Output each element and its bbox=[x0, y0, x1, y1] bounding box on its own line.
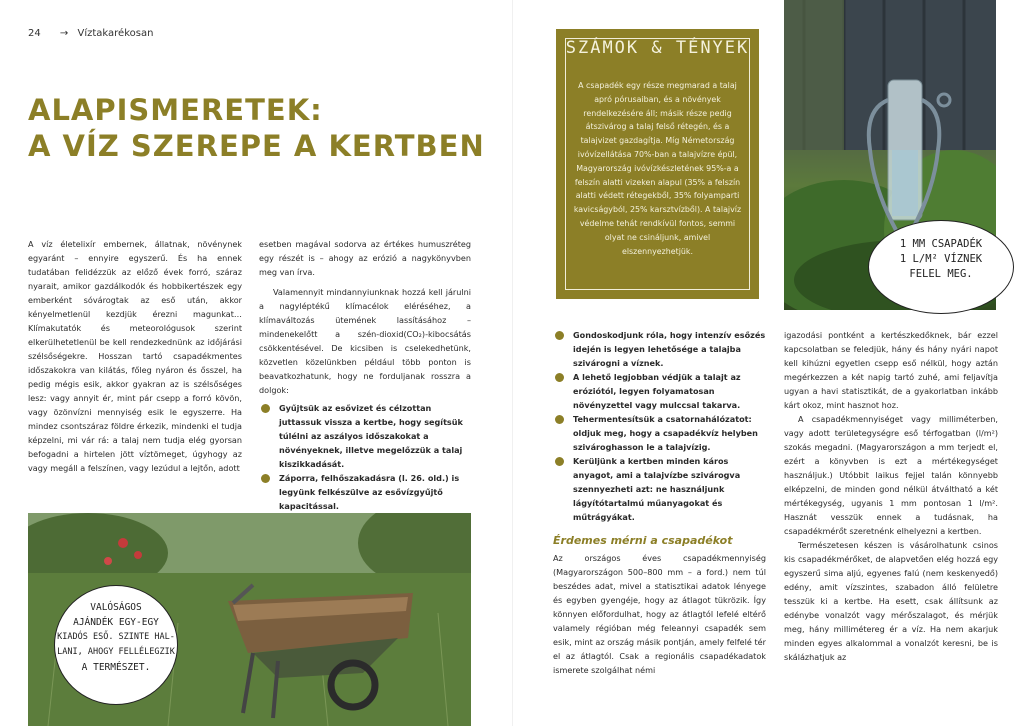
text-column-4 bbox=[784, 328, 998, 664]
bullet-item: A lehető legjobban védjük a talajt az eróziótól, legyen folyamatosan növényzettel vagy mulccsal takarva. bbox=[553, 370, 766, 412]
page-number: 24 bbox=[28, 28, 41, 39]
title-line-2: A VÍZ SZEREPE A KERTBEN bbox=[28, 129, 485, 163]
speech-bubble-rain: VALÓSÁGOS AJÁNDÉK EGY-EGY KIADÓS ESŐ. SZINTE HAL- LANI, AHOGY FELLÉLEGZIK A TERMÉSZET. bbox=[54, 585, 178, 705]
title-line-1: ALAPISMERETEK: bbox=[28, 93, 323, 127]
facts-box-title: SZÁMOK & TÉNYEK bbox=[565, 38, 750, 58]
bullet-dot-icon bbox=[261, 474, 270, 483]
bullet-item: Gondoskodjunk róla, hogy intenzív esőzés idején is legyen lehetősége a talajba szivárogni a víznek. bbox=[553, 328, 766, 370]
body-paragraph: Valamennyit mindannyiunknak hozzá kell járulni a nagyléptékű klímacélok eléréséhez, a klímaváltozás ütemének lassításához – mindenekelőtt a szén-dioxid(CO₂)-kibocsátás csökkentésével. De kicsiben is cselekedhetünk, közvetlen közelünkben például több ponton is beavatkozhatunk, hogy ne forduljanak rosszra a dolgok: bbox=[259, 287, 471, 395]
text-column-2 bbox=[259, 237, 471, 513]
bullet-dot-icon bbox=[261, 404, 270, 413]
facts-box-text: A csapadék egy része megmarad a talaj apró pórusaiban, és a növények rendelkezésére áll; másik része pedig átszivárog a talaj felső rétegén, és a talajvizet gazdagítja. Míg Németország ivóvízellátása 70%-ban a talajvízre épül, Magyarország ivóvízkészletének 95%-a a felszín alatti vizeken alapul (35% a felszín alatti védett rétegekből, 35% folyamparti kavicságyból, 25% karsztvízből). A talajvíz védelme tehát rendkívül fontos, semmi olyat ne csináljunk, amivel elszennyezhetjük. bbox=[573, 81, 742, 256]
arrow-icon: → bbox=[59, 28, 69, 39]
body-paragraph: Az országos éves csapadékmennyiség (Magyarországon 500–800 mm – a ford.) nem túl beszédes adat, mivel a statisztikai adatok lényege és egyben gyengéje, hogy az átlagot tükrözik. Így könnyen előfordulhat, hogy az átlagtól lefelé eltérő valamely régióban még feleannyi csapadék sem esik, mint az ország másik pontján, amely felfelé tér el az átlagtól. Csak a regionális csapadékadatok ismerete szolgálhat némi bbox=[553, 553, 766, 675]
bullet-dot-icon bbox=[555, 415, 564, 424]
text-column-1 bbox=[28, 237, 242, 475]
bullet-item: Gyűjtsük az esővizet és célzottan juttassuk vissza a kertbe, hogy segítsük túlélni az aszályos időszakokat a növényeknek, illetve megelőzzük a talaj kiszikkadását. bbox=[259, 401, 471, 471]
section-name: Víztakarékosan bbox=[77, 28, 154, 39]
running-header bbox=[28, 28, 153, 39]
speech-bubble-gauge: 1 MM CSAPADÉK 1 L/M² VÍZNEK FELEL MEG. bbox=[868, 220, 1014, 314]
bullet-item: Tehermentesítsük a csatornahálózatot: oldjuk meg, hogy a csapadékvíz helyben szivároghasson le a talajvízig. bbox=[553, 412, 766, 454]
bullet-item: Kerüljünk a kertben minden káros anyagot, ami a talajvízbe szivárogva szennyezheti azt: ne használjunk lágyítótartalmú műanyagokat és műtrágyákat. bbox=[553, 454, 766, 524]
bullet-dot-icon bbox=[555, 373, 564, 382]
body-paragraph: A csapadékmennyiséget vagy milliméterben, vagy adott területegységre eső térfogatban (l/m²) szokás megadni. (Magyarországon a mm terjedt el, ezért a könyvben is ezt a mértékegységet használjuk.) Utóbbit laikus fejjel talán könnyebb elképzelni, de minden gond nélkül átváltható a két mértékegység, ugyanis 1 mm pontosan 1 l/m². Hasznát vesszük ennek a tudásnak, ha csapadékmérőt szeretnénk elhelyezni a kertben. bbox=[784, 414, 998, 536]
bullet-dot-icon bbox=[555, 331, 564, 340]
page-gutter bbox=[512, 0, 513, 726]
bullet-item: Záporra, felhőszakadásra (l. 26. old.) is legyünk felkészülve az esővízgyűjtő kapacitással. bbox=[259, 471, 471, 513]
subheading: Érdemes mérni a csapadékot bbox=[553, 534, 733, 547]
facts-box bbox=[556, 29, 759, 299]
body-paragraph: Természetesen készen is vásárolhatunk csinos kis csapadékmérőket, de alapvetően elég hozzá egy egyszerű sima aljú, egyenes falú (nem keskenyedő) edény, amit vízszintes, szabadon álló felületre tesszük ki a kertbe. Ha esett, csak állítsunk az edénybe vonalzót vagy mérőszalagot, és mérjük meg, hány millimétereg ér a víz. Ha nem akarjuk minden egyes alkalommal a vonalzót keresni, be is skálázhatjuk az bbox=[784, 540, 998, 662]
bullet-dot-icon bbox=[555, 457, 564, 466]
body-paragraph: esetben magával sodorva az értékes humuszréteg egy részét is – ahogy az erózió a nagykönyvben meg van írva. bbox=[259, 239, 471, 277]
body-paragraph: A víz életelixír embernek, állatnak, növénynek egyaránt – ennyire egyszerű. És ha ennek tudatában felidézzük az előző évek forró, száraz nyarait, amikor gazdálkodók és hobbikertészek egy emberként sóvárogtak az eső után, akkor kényelmetlenül kezdjük érezni magunkat… Klímakutatók és meteorológusok szerint elkerülhetetlenül be kell rendezkednünk az időjárási szélsőségekre. Hosszan tartó csapadékmentes időszakokra van kilátás, főleg nyáron és ősszel, ha pedig mégis esik, akkor gyakran az is szélsőséges lesz: vagy annyit ér, mint pár csepp a forró kövön, vagy özönvízni mennyiség esik le egyszerre. Ha mindez csontszáraz földre érkezik, mindenki el tudja képzelni, mi vár rá: a talaj nem tudja elég gyorsan befogadni a hirtelen jött víztömeget, úgyhogy az vagy megáll a felszínen, vagy lezúdul a lejtőn, adott bbox=[28, 239, 242, 473]
body-paragraph: igazodási pontként a kertészkedőknek, bár ezzel kapcsolatban se feledjük, hány és hány nyári napot kell kihúzni egyetlen csepp eső nélkül, hogy aztán megérkezzen a két napig tartó zuhé, ami feljavítja ugyan a havi statisztikát, de a gyakorlatban inkább kárt okoz, mint hasznot hoz. bbox=[784, 330, 998, 410]
text-column-3 bbox=[553, 328, 766, 677]
chapter-title bbox=[28, 92, 498, 164]
